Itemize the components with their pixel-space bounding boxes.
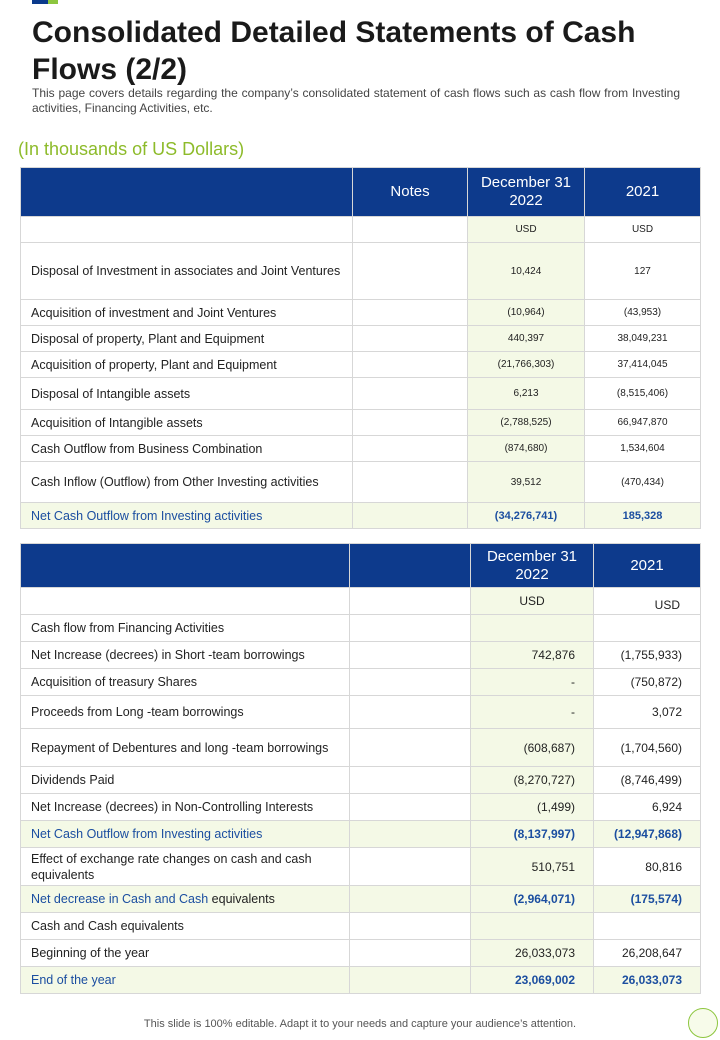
row-notes (350, 696, 471, 729)
row-label: Acquisition of Intangible assets (21, 410, 353, 436)
row-value-2022: 510,751 (471, 848, 594, 886)
row-notes (353, 300, 468, 326)
row-notes (353, 436, 468, 462)
row-value-2022 (471, 615, 594, 642)
row-notes (350, 913, 471, 940)
units-2021: USD (594, 588, 701, 615)
total-value-2021: 185,328 (585, 503, 701, 529)
row-value-2022: 26,033,073 (471, 940, 594, 967)
units-2022: USD (468, 217, 585, 243)
row-value-2022: (8,270,727) (471, 767, 594, 794)
table-row (21, 462, 701, 503)
row-notes (350, 886, 471, 913)
row-notes (350, 821, 471, 848)
table-row (21, 729, 701, 767)
row-value-2021: 1,534,604 (585, 436, 701, 462)
table-row (21, 615, 701, 642)
row-label-main: Net decrease in Cash and Cash (31, 892, 209, 906)
row-notes (350, 729, 471, 767)
row-label: Cash Outflow from Business Combination (21, 436, 353, 462)
table-row (21, 326, 701, 352)
table-row (21, 300, 701, 326)
units-row (21, 217, 701, 243)
header-label-cell (21, 544, 350, 588)
total-row (21, 503, 701, 529)
header-2021: 2021 (594, 544, 701, 588)
units-row (21, 588, 701, 615)
row-value-2021: 6,924 (594, 794, 701, 821)
table-row (21, 767, 701, 794)
row-value-2022: 23,069,002 (471, 967, 594, 994)
row-label: Disposal of Intangible assets (21, 378, 353, 410)
table-row (21, 669, 701, 696)
header-2022: December 31 2022 (471, 544, 594, 588)
table-row (21, 352, 701, 378)
row-notes (353, 326, 468, 352)
row-label: Beginning of the year (21, 940, 350, 967)
header-label-cell (21, 168, 353, 217)
row-label: Effect of exchange rate changes on cash and cash equivalents (21, 848, 350, 886)
header-2021: 2021 (585, 168, 701, 217)
row-value-2022: (2,964,071) (471, 886, 594, 913)
row-label: Disposal of property, Plant and Equipment (21, 326, 353, 352)
row-value-2022: - (471, 669, 594, 696)
row-notes (350, 669, 471, 696)
row-value-2021: (1,704,560) (594, 729, 701, 767)
row-notes (350, 615, 471, 642)
row-value-2021: 26,208,647 (594, 940, 701, 967)
row-value-2021: 37,414,045 (585, 352, 701, 378)
row-value-2021: 38,049,231 (585, 326, 701, 352)
row-value-2021: 127 (585, 243, 701, 300)
row-value-2022: (10,964) (468, 300, 585, 326)
row-value-2022: 742,876 (471, 642, 594, 669)
row-notes (353, 378, 468, 410)
table-row (21, 913, 701, 940)
total-row (21, 886, 701, 913)
row-notes (353, 243, 468, 300)
row-label: Acquisition of treasury Shares (21, 669, 350, 696)
row-value-2022: (1,499) (471, 794, 594, 821)
total-row (21, 967, 701, 994)
table-row (21, 696, 701, 729)
row-value-2022: (608,687) (471, 729, 594, 767)
row-value-2022: 6,213 (468, 378, 585, 410)
investing-cash-flow-table (20, 167, 701, 529)
row-value-2021: (1,755,933) (594, 642, 701, 669)
row-value-2021: (8,746,499) (594, 767, 701, 794)
total-notes (353, 503, 468, 529)
row-label: End of the year (21, 967, 350, 994)
table-row (21, 436, 701, 462)
row-value-2021 (594, 615, 701, 642)
page-title: Consolidated Detailed Statements of Cash Flows (2/2) (32, 16, 636, 86)
row-label: Cash and Cash equivalents (21, 913, 350, 940)
footer-note: This slide is 100% editable. Adapt it to your needs and capture your audience’s attention. (143, 1018, 577, 1030)
row-value-2021: 66,947,870 (585, 410, 701, 436)
row-label: Net Increase (decrees) in Non-Controlling Interests (21, 794, 350, 821)
page-subtitle: This page covers details regarding the company’s consolidated statement of cash flows such as cash flow from Investing activities, Financing Activities, etc. (32, 86, 680, 115)
row-value-2022: (2,788,525) (468, 410, 585, 436)
row-value-2021: (8,515,406) (585, 378, 701, 410)
table-row (21, 642, 701, 669)
row-label: Acquisition of property, Plant and Equipment (21, 352, 353, 378)
row-value-2022 (471, 913, 594, 940)
row-value-2021: 3,072 (594, 696, 701, 729)
row-notes (350, 767, 471, 794)
row-label: Cash Inflow (Outflow) from Other Investing activities (21, 462, 353, 503)
row-label: Disposal of Investment in associates and Joint Ventures (21, 243, 353, 300)
units-label: (In thousands of US Dollars) (18, 139, 245, 159)
row-label: Proceeds from Long -team borrowings (21, 696, 350, 729)
row-label (21, 886, 350, 913)
top-accent-bar-green (48, 0, 58, 4)
top-accent-bar (32, 0, 48, 4)
row-label: Acquisition of investment and Joint Ventures (21, 300, 353, 326)
table-row (21, 243, 701, 300)
row-value-2022: 10,424 (468, 243, 585, 300)
table-row (21, 410, 701, 436)
row-value-2022: - (471, 696, 594, 729)
financing-cash-flow-table (20, 543, 701, 994)
header-notes: Notes (353, 168, 468, 217)
row-value-2022: 39,512 (468, 462, 585, 503)
row-value-2022: (874,680) (468, 436, 585, 462)
units-2021: USD (585, 217, 701, 243)
row-label: Cash flow from Financing Activities (21, 615, 350, 642)
row-notes (353, 462, 468, 503)
row-notes (350, 642, 471, 669)
row-value-2021: (175,574) (594, 886, 701, 913)
row-value-2022: 440,397 (468, 326, 585, 352)
row-value-2021: (43,953) (585, 300, 701, 326)
row-value-2021: (12,947,868) (594, 821, 701, 848)
row-notes (353, 352, 468, 378)
table-row (21, 378, 701, 410)
total-label: Net Cash Outflow from Investing activities (21, 503, 353, 529)
row-value-2021: 80,816 (594, 848, 701, 886)
row-label: Net Increase (decrees) in Short -team borrowings (21, 642, 350, 669)
row-label: Dividends Paid (21, 767, 350, 794)
row-value-2021: (470,434) (585, 462, 701, 503)
total-row (21, 821, 701, 848)
row-label: Net Cash Outflow from Investing activities (21, 821, 350, 848)
header-2022: December 31 2022 (468, 168, 585, 217)
decorative-circle-icon (688, 1008, 718, 1038)
header-notes-empty (350, 544, 471, 588)
row-notes (350, 967, 471, 994)
row-notes (353, 410, 468, 436)
row-value-2021: (750,872) (594, 669, 701, 696)
row-notes (350, 794, 471, 821)
table-row (21, 794, 701, 821)
total-value-2022: (34,276,741) (468, 503, 585, 529)
table-row (21, 848, 701, 886)
row-value-2022: (8,137,997) (471, 821, 594, 848)
row-value-2021 (594, 913, 701, 940)
row-notes (350, 848, 471, 886)
row-label-suffix: equivalents (208, 892, 275, 906)
row-value-2021: 26,033,073 (594, 967, 701, 994)
row-notes (350, 940, 471, 967)
table-row (21, 940, 701, 967)
units-2022: USD (471, 588, 594, 615)
row-value-2022: (21,766,303) (468, 352, 585, 378)
row-label: Repayment of Debentures and long -team borrowings (21, 729, 350, 767)
